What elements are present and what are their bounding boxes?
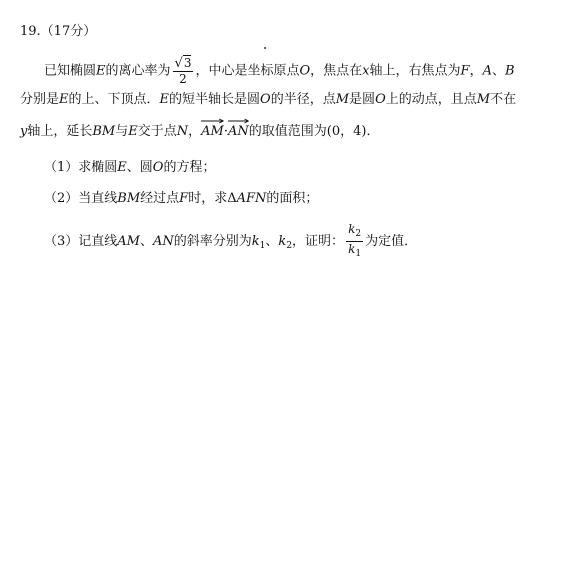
problem-paragraph-line-2 bbox=[20, 90, 516, 110]
text: 交于点 bbox=[137, 124, 177, 139]
text: ，中心是坐标原点 bbox=[195, 63, 300, 79]
fraction-denominator: 2 bbox=[179, 72, 187, 86]
question-1 bbox=[44, 158, 215, 178]
text: 是圆 bbox=[349, 92, 376, 107]
text: 、 bbox=[139, 234, 153, 249]
text: ， bbox=[188, 124, 202, 139]
eccentricity-fraction bbox=[173, 56, 194, 86]
text: 轴上，右焦点为 bbox=[369, 63, 461, 79]
dot-mark bbox=[264, 47, 266, 49]
var-o: O bbox=[152, 160, 164, 175]
text: ，证明： bbox=[292, 234, 345, 249]
problem-paragraph-line-3 bbox=[20, 122, 379, 142]
text: 时，求Δ bbox=[188, 191, 237, 206]
text: 、圆 bbox=[126, 160, 153, 175]
text: 上的动点，且点 bbox=[385, 92, 477, 107]
var-m: M bbox=[335, 92, 350, 107]
sqrt-symbol: √3 bbox=[174, 56, 192, 71]
var-f: F bbox=[179, 191, 189, 206]
text: ，焦点在 bbox=[310, 63, 363, 79]
text: 的半径，点 bbox=[270, 92, 336, 107]
var-f: F bbox=[460, 63, 470, 79]
text: （2）当直线 bbox=[44, 191, 118, 206]
var-o: O bbox=[299, 63, 311, 79]
var-m: M bbox=[476, 92, 491, 107]
problem-header: 19.（17分） bbox=[20, 24, 97, 39]
var-k1: k bbox=[251, 234, 260, 249]
var-a: A bbox=[482, 63, 492, 79]
text: 经过点 bbox=[140, 191, 180, 206]
var-k2: k bbox=[278, 234, 287, 249]
dot-operator: · bbox=[223, 124, 229, 139]
text: 的离心率为 bbox=[105, 63, 171, 79]
text: 的取值范围为(0，4)． bbox=[248, 124, 380, 139]
var-am: AM bbox=[117, 234, 140, 249]
text: （3）记直线 bbox=[44, 234, 118, 249]
text: 的斜率分别为 bbox=[173, 234, 252, 249]
vector-am: AM bbox=[201, 122, 224, 142]
problem-paragraph-line-1 bbox=[44, 56, 515, 86]
text: （1）求椭圆 bbox=[44, 160, 118, 175]
question-3 bbox=[44, 222, 417, 261]
text: 分别是 bbox=[20, 92, 60, 107]
fraction-numerator: $k_2$ bbox=[346, 222, 363, 242]
text: 的面积； bbox=[266, 191, 319, 206]
vector-arrow-icon bbox=[228, 118, 249, 124]
var-b: B bbox=[504, 63, 515, 79]
text: 、 bbox=[265, 234, 279, 249]
var-bm: BM bbox=[117, 191, 141, 206]
text: ， bbox=[469, 63, 483, 79]
text: 的短半轴长是圆 bbox=[169, 92, 261, 107]
var-e: E bbox=[128, 124, 138, 139]
var-e: E bbox=[159, 92, 170, 107]
text: 为定值． bbox=[365, 234, 418, 249]
fraction-denominator: $k_1$ bbox=[348, 242, 362, 259]
text: 、 bbox=[491, 63, 505, 79]
text: 与 bbox=[115, 124, 129, 139]
text: 已知椭圆 bbox=[44, 63, 97, 79]
var-an: AN bbox=[153, 234, 174, 249]
question-2 bbox=[44, 189, 318, 209]
var-e: E bbox=[59, 92, 69, 107]
var-x: x bbox=[362, 63, 370, 79]
var-o: O bbox=[375, 92, 386, 107]
subscript: 2 bbox=[286, 241, 293, 251]
vector-arrow-icon bbox=[201, 118, 224, 124]
slope-ratio-fraction bbox=[346, 222, 363, 261]
text: 的上、下顶点． bbox=[68, 92, 160, 107]
var-e: E bbox=[96, 63, 106, 79]
text: 的方程； bbox=[163, 160, 216, 175]
var-y: y bbox=[20, 124, 28, 139]
var-afn: AFN bbox=[236, 191, 267, 206]
var-e: E bbox=[117, 160, 127, 175]
subscript: 1 bbox=[259, 241, 266, 251]
var-n: N bbox=[176, 124, 189, 139]
vector-an: AN bbox=[228, 122, 249, 142]
var-bm: BM bbox=[92, 124, 116, 139]
text: 轴上，延长 bbox=[27, 124, 93, 139]
var-o: O bbox=[260, 92, 271, 107]
text: 不在 bbox=[490, 92, 517, 107]
fraction-numerator bbox=[173, 56, 194, 72]
